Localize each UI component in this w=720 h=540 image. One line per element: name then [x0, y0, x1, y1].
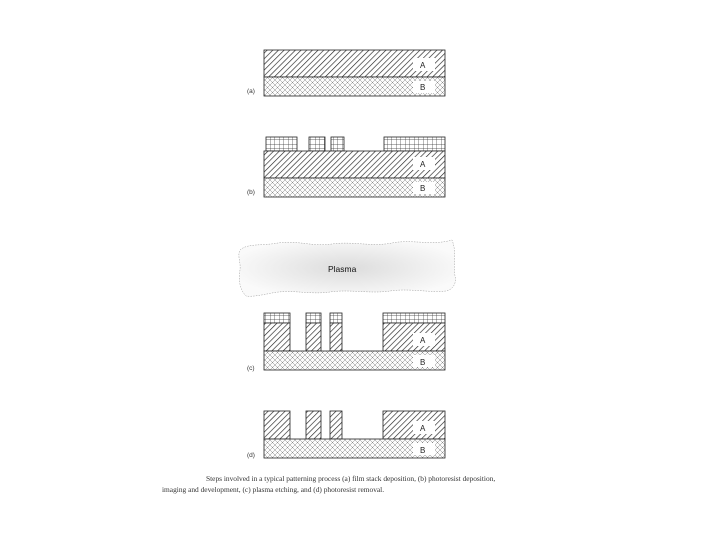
panel-d [247, 411, 445, 459]
step-label-c: (c) [247, 365, 255, 372]
film-a-feature [264, 411, 290, 439]
photoresist-block [309, 137, 325, 151]
film-a-label: A [420, 424, 426, 433]
step-label-a: (a) [247, 88, 255, 95]
photoresist-block [383, 313, 445, 323]
plasma-label: Plasma [328, 264, 357, 274]
film-a-label: A [420, 160, 426, 169]
film-a-feature [306, 411, 321, 439]
photoresist-block [330, 313, 342, 323]
film-b-label: B [420, 446, 426, 455]
film-b-label: B [420, 358, 426, 367]
caption-line-2: imaging and development, (c) plasma etching, and (d) photoresist removal. [162, 485, 385, 494]
film-b-label: B [420, 83, 426, 92]
photoresist-block [266, 137, 297, 151]
caption-line-1: Steps involved in a typical patterning process (a) film stack deposition, (b) photoresist deposition, [206, 474, 496, 483]
plasma-cloud [239, 240, 456, 296]
figure-caption [162, 473, 552, 495]
film-a-label: A [420, 61, 426, 70]
film-a-feature [264, 323, 290, 351]
film-a-label: A [420, 336, 426, 345]
panel-b [247, 137, 445, 197]
photoresist-block [306, 313, 321, 323]
photoresist-block [384, 137, 445, 151]
photoresist-block [331, 137, 344, 151]
photoresist-block [264, 313, 290, 323]
film-b-label: B [420, 184, 426, 193]
panel-a [247, 50, 445, 96]
panel-c [247, 313, 445, 372]
film-a-feature [306, 323, 321, 351]
film-a-feature [330, 323, 342, 351]
film-a-feature [330, 411, 342, 439]
step-label-d: (d) [247, 452, 255, 459]
step-label-b: (b) [247, 189, 255, 196]
